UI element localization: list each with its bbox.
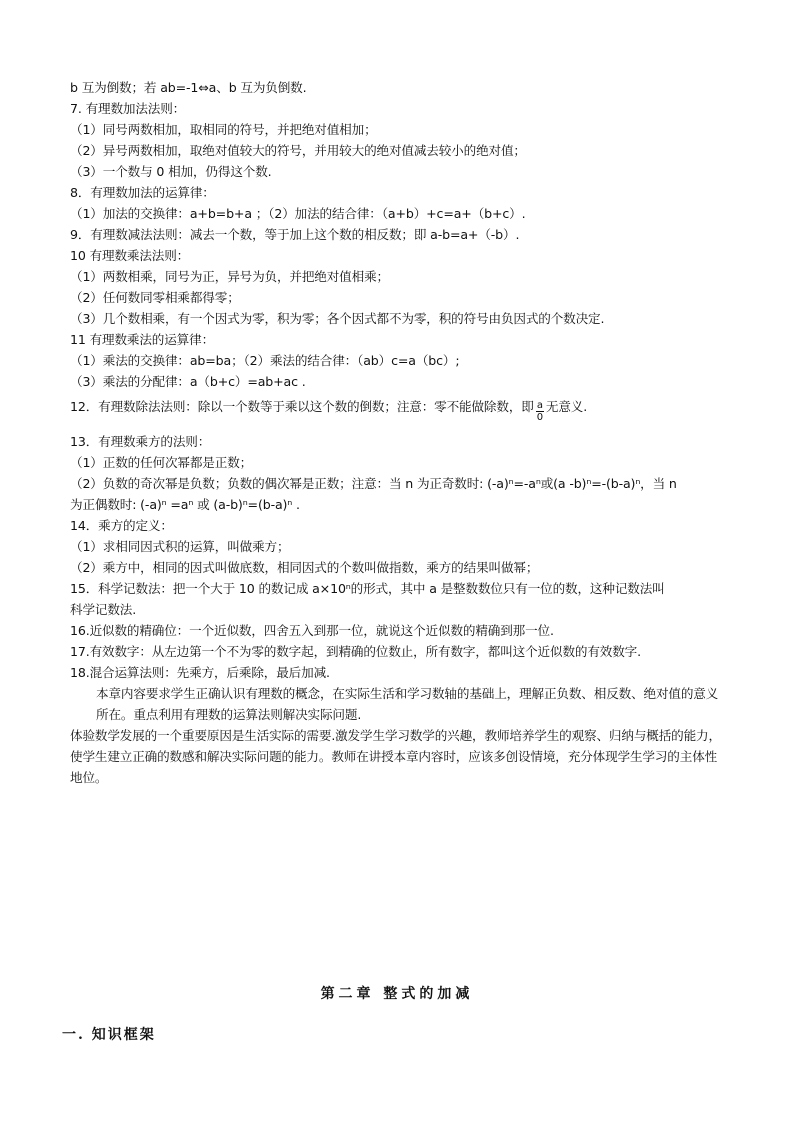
chapter-title: 第二章 整式的加减: [320, 986, 474, 1002]
rule-heading: 11 有理数乘法的运算律：: [70, 332, 215, 347]
text-line: （1）乘法的交换律：ab=ba；（2）乘法的结合律：（ab）c=a（bc）;: [70, 353, 460, 368]
text-line: 为正偶数时: (-a)ⁿ =aⁿ 或 (a-b)ⁿ=(b-a)ⁿ .: [70, 497, 300, 512]
fraction-denominator: 0: [536, 412, 543, 423]
rule-heading: 18.混合运算法则：先乘方，后乘除，最后加减.: [70, 665, 330, 680]
rule-heading: 13．有理数乘方的法则：: [70, 434, 211, 449]
rule-heading: 16.近似数的精确位：一个近似数，四舍五入到那一位，就说这个近似数的精确到那一位.: [70, 623, 554, 638]
text-line: （1）同号两数相加，取相同的符号，并把绝对值相加；: [70, 122, 377, 137]
fraction-numerator: a: [536, 400, 543, 411]
text-line: （2）乘方中，相同的因式叫做底数，相同因式的个数叫做指数，乘方的结果叫做幂；: [70, 560, 539, 575]
text-line: （3）乘法的分配律：a（b+c）=ab+ac .: [70, 374, 306, 389]
text-line: （1）两数相乘，同号为正，异号为负，并把绝对值相乘；: [70, 269, 389, 284]
text-line: 科学记数法.: [70, 602, 137, 617]
text-line: b 互为倒数；若 ab=-1⇔a、b 互为负倒数.: [70, 80, 307, 95]
fraction-a-over-0: [536, 400, 544, 423]
division-rule-line: [70, 396, 724, 423]
text-line: （3）几个数相乘，有一个因式为零，积为零；各个因式都不为零，积的符号由负因式的个数决定.: [70, 311, 605, 326]
text-line: （1）加法的交换律：a+b=b+a ；（2）加法的结合律：（a+b）+c=a+（b+c）.: [70, 206, 526, 221]
rule-heading: 9．有理数减法法则：减去一个数，等于加上这个数的相反数；即 a-b=a+（-b）.: [70, 227, 520, 242]
text-line: （1）求相同因式积的运算，叫做乘方；: [70, 539, 290, 554]
text-line: （3）一个数与 0 相加，仍得这个数.: [70, 164, 272, 179]
section-heading: 一. 知识框架: [62, 1027, 156, 1043]
text-segment: 12．有理数除法法则：除以一个数等于乘以这个数的倒数；注意：零不能做除数，即: [70, 399, 534, 414]
rule-heading: 17.有效数字：从左边第一个不为零的数字起，到精确的位数止，所有数字，都叫这个近似数的有效数字.: [70, 644, 641, 659]
rule-heading: 8．有理数加法的运算律：: [70, 185, 215, 200]
rule-heading: 7. 有理数加法法则：: [70, 101, 186, 116]
text-line: （2）任何数同零相乘都得零；: [70, 290, 240, 305]
summary-paragraph: 本章内容要求学生正确认识有理数的概念，在实际生活和学习数轴的基础上，理解正负数、相反数、绝对值的意义所在。重点利用有理数的运算法则解决实际问题.: [96, 686, 719, 722]
text-line: （2）异号两数相加，取绝对值较大的符号，并用较大的绝对值减去较小的绝对值；: [70, 143, 526, 158]
text-line: 15．科学记数法：把一个大于 10 的数记成 a×10ⁿ的形式，其中 a 是整数数位只有一位的数，这种记数法叫: [70, 581, 665, 596]
summary-paragraph: 体验数学发展的一个重要原因是生活实际的需要.激发学生学习数学的兴趣，教师培养学生的观察、归纳与概括的能力，使学生建立正确的数感和解决实际问题的能力。教师在讲授本章内容时，应该多创设情境，充分体现学生学习的主体性地位。: [70, 728, 721, 785]
text-segment: 无意义.: [545, 399, 588, 414]
rule-heading: 10 有理数乘法法则：: [70, 248, 190, 263]
text-line: （1）正数的任何次幂都是正数；: [70, 455, 253, 470]
rule-heading: 14．乘方的定义：: [70, 518, 173, 533]
text-line: （2）负数的奇次幂是负数；负数的偶次幂是正数；注意：当 n 为正奇数时: (-a)ⁿ=-aⁿ或(a -b)ⁿ=-(b-a)ⁿ，当 n: [70, 476, 677, 491]
